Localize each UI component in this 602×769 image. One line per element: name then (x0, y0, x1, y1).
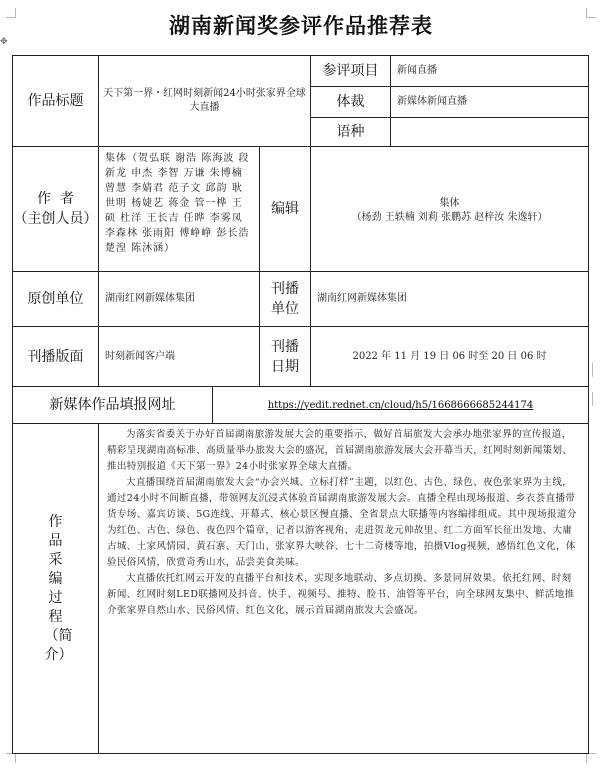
margin-marker (592, 363, 598, 377)
label-url: 新媒体作品填报网址 (12, 386, 213, 424)
value-url-link[interactable]: https://yedit.rednet.cn/cloud/h5/1668666685244174 (267, 399, 534, 411)
label-intro: 作品采编过程（简介） (44, 513, 73, 663)
value-project[interactable]: 新闻直播 (390, 55, 589, 87)
label-intro-cell (12, 423, 99, 754)
margin-marker (592, 392, 598, 406)
value-editors-line2: （杨劲 王轶楠 刘莉 张鹏苏 赵梓汝 朱逸轩） (351, 212, 548, 223)
table-move-handle[interactable]: ✥ (0, 37, 8, 47)
label-publish-unit: 刊播单位 (259, 271, 311, 327)
value-publish-date[interactable]: 2022 年 11 月 19 日 06 时至 20 日 06 时 (310, 326, 589, 387)
value-editors-line1: 集体 (439, 198, 460, 209)
value-url-cell (212, 386, 589, 424)
value-original-unit[interactable]: 湖南红网新媒体集团 (98, 271, 260, 327)
value-publish-unit[interactable]: 湖南红网新媒体集团 (310, 271, 589, 327)
page-corner-mark (6, 753, 16, 763)
label-original-unit: 原创单位 (12, 271, 99, 327)
value-authors[interactable]: 集体（贺弘联 谢浩 陈海波 段新龙 申杰 李智 万谦 朱博楠 曾慧 李婧君 范子文 邱韵 耿世明 杨婕艺 蒋金 管一桦 王硕 杜洋 王长吉 任晔 李雾凤 李森林 张雨阳 傅峥峥 彭长浩 楚湟 陈沐涵） (98, 146, 260, 272)
intro-paragraph-2: 大直播围绕首届湖南旅发大会“办会兴城、立标打样”主题，以红色、古色、绿色、夜色张家界为主线，通过24小时不间断直播，带领网友沉浸式体验首届湖南旅游发展大会。直播全程由现场报道、乡衣荟直播带货专场、嘉宾访谈、5G连线、开幕式、核心景区慢直播、全省景点大联播等内容编排组成。其中现场报道分为红色、古色、绿色、夜色四个篇章，记者以游客视角，走进贺龙元帅故里、红二方面军长征出发地、大庸古城、土家风情园、黄石寨、天门山、张家界大峡谷、七十二奇楼等地，拍摄Vlog视频，感悟红色文化，体验民俗风情，欣赏奇秀山水，品尝美食美味。 (107, 477, 577, 568)
label-work-title: 作品标题 (12, 55, 99, 147)
label-language: 语种 (310, 117, 391, 147)
value-genre[interactable]: 新媒体新闻直播 (390, 86, 589, 118)
label-publish-date: 刊播日期 (259, 326, 311, 387)
value-intro[interactable] (98, 423, 589, 754)
document-title: 湖南新闻奖参评作品推荐表 (169, 14, 433, 38)
label-project: 参评项目 (310, 55, 391, 87)
value-publish-layout[interactable]: 时刻新闻客户端 (98, 326, 260, 387)
intro-paragraph-3: 大直播依托红网云开发的直播平台和技术，实现多地联动、多点切换、多景同屏效果。依托红网、时刻新闻、红网时刻LED联播网及抖音、快手、视频号、推特、脸书、油管等平台，向全球网友集中、鲜活地推介张家界自然山水、民俗风情、红色文化，展示首届湖南旅发大会盛况。 (107, 573, 575, 616)
page-corner-mark (586, 753, 596, 763)
label-author-sub: （主创人员） (13, 211, 98, 227)
value-editors[interactable] (310, 146, 589, 272)
label-editor: 编辑 (259, 146, 311, 272)
label-genre: 体裁 (310, 86, 391, 118)
label-author (12, 146, 99, 272)
intro-paragraph-1: 为落实省委关于办好首届湖南旅游发展大会的重要指示，做好首届旅发大会承办地张家界的宣传报道，精彩呈现湖南高标准、高质量举办旅发大会的盛况，首届湖南旅游发展大会开幕当天，红网时刻新闻策划、推出特别报道《天下第一界》24小时张家界全球大直播。 (107, 429, 573, 472)
label-author-text: 作 者 (37, 191, 74, 207)
value-work-title[interactable]: 天下第一界・红网时刻新闻24小时张家界全球大直播 (98, 55, 311, 147)
label-publish-layout: 刊播版面 (12, 326, 99, 387)
value-language[interactable] (390, 117, 589, 147)
